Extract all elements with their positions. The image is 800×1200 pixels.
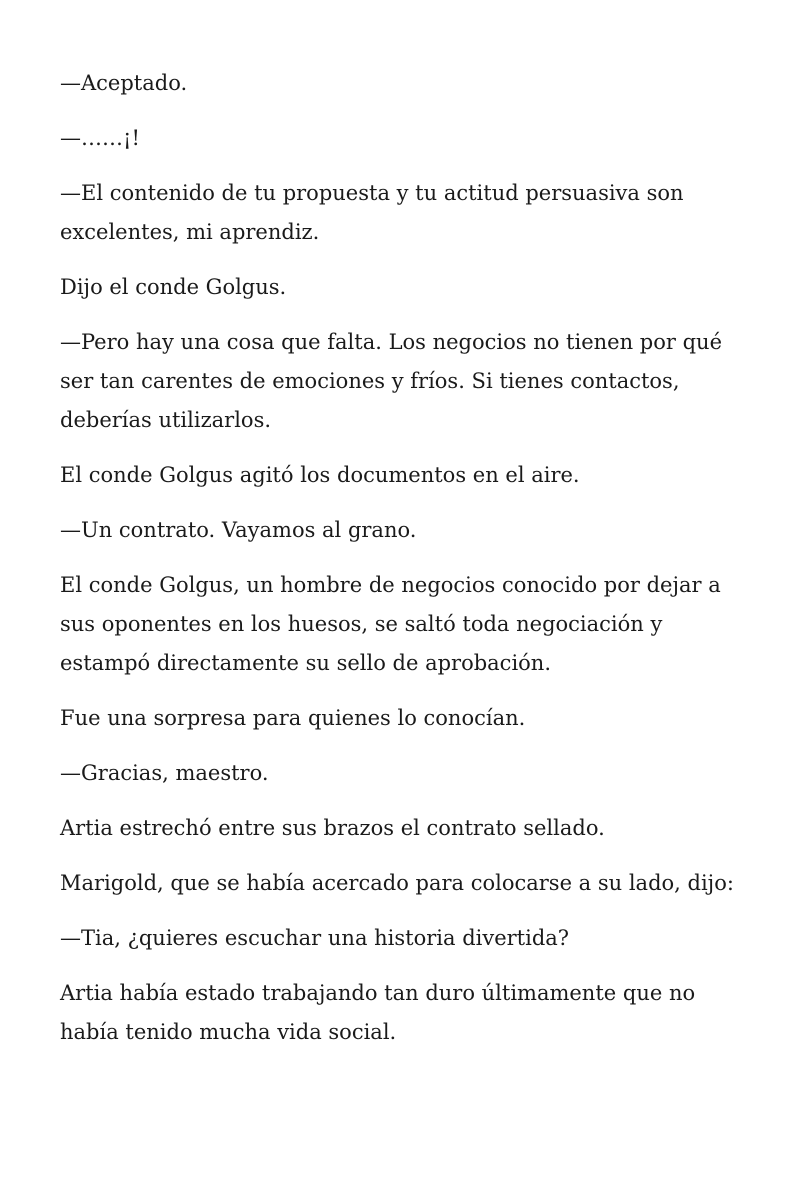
reader-page	[60, 64, 740, 1068]
paragraph: —Tia, ¿quieres escuchar una historia divertida?	[60, 926, 570, 950]
paragraph: Fue una sorpresa para quienes lo conocían.	[60, 706, 526, 730]
paragraph: —Un contrato. Vayamos al grano.	[60, 518, 417, 542]
paragraph: —Gracias, maestro.	[60, 761, 269, 785]
paragraph: —El contenido de tu propuesta y tu actitud persuasiva son excelentes, mi aprendiz.	[60, 181, 684, 244]
paragraph: El conde Golgus agitó los documentos en el aire.	[60, 463, 580, 487]
paragraph: Artia estrechó entre sus brazos el contrato sellado.	[60, 816, 605, 840]
paragraph: Artia había estado trabajando tan duro últimamente que no había tenido mucha vida social.	[60, 981, 696, 1044]
paragraph: Marigold, que se había acercado para colocarse a su lado, dijo:	[60, 871, 734, 895]
paragraph: Dijo el conde Golgus.	[60, 275, 287, 299]
paragraph: —Pero hay una cosa que falta. Los negocios no tienen por qué ser tan carentes de emociones y fríos. Si tienes contactos, deberías utilizarlos.	[60, 330, 722, 432]
paragraph: —Aceptado.	[60, 71, 188, 95]
paragraph: —……¡!	[60, 126, 140, 150]
paragraph: El conde Golgus, un hombre de negocios conocido por dejar a sus oponentes en los huesos, se saltó toda negociación y estampó directamente su sello de aprobación.	[60, 573, 721, 675]
